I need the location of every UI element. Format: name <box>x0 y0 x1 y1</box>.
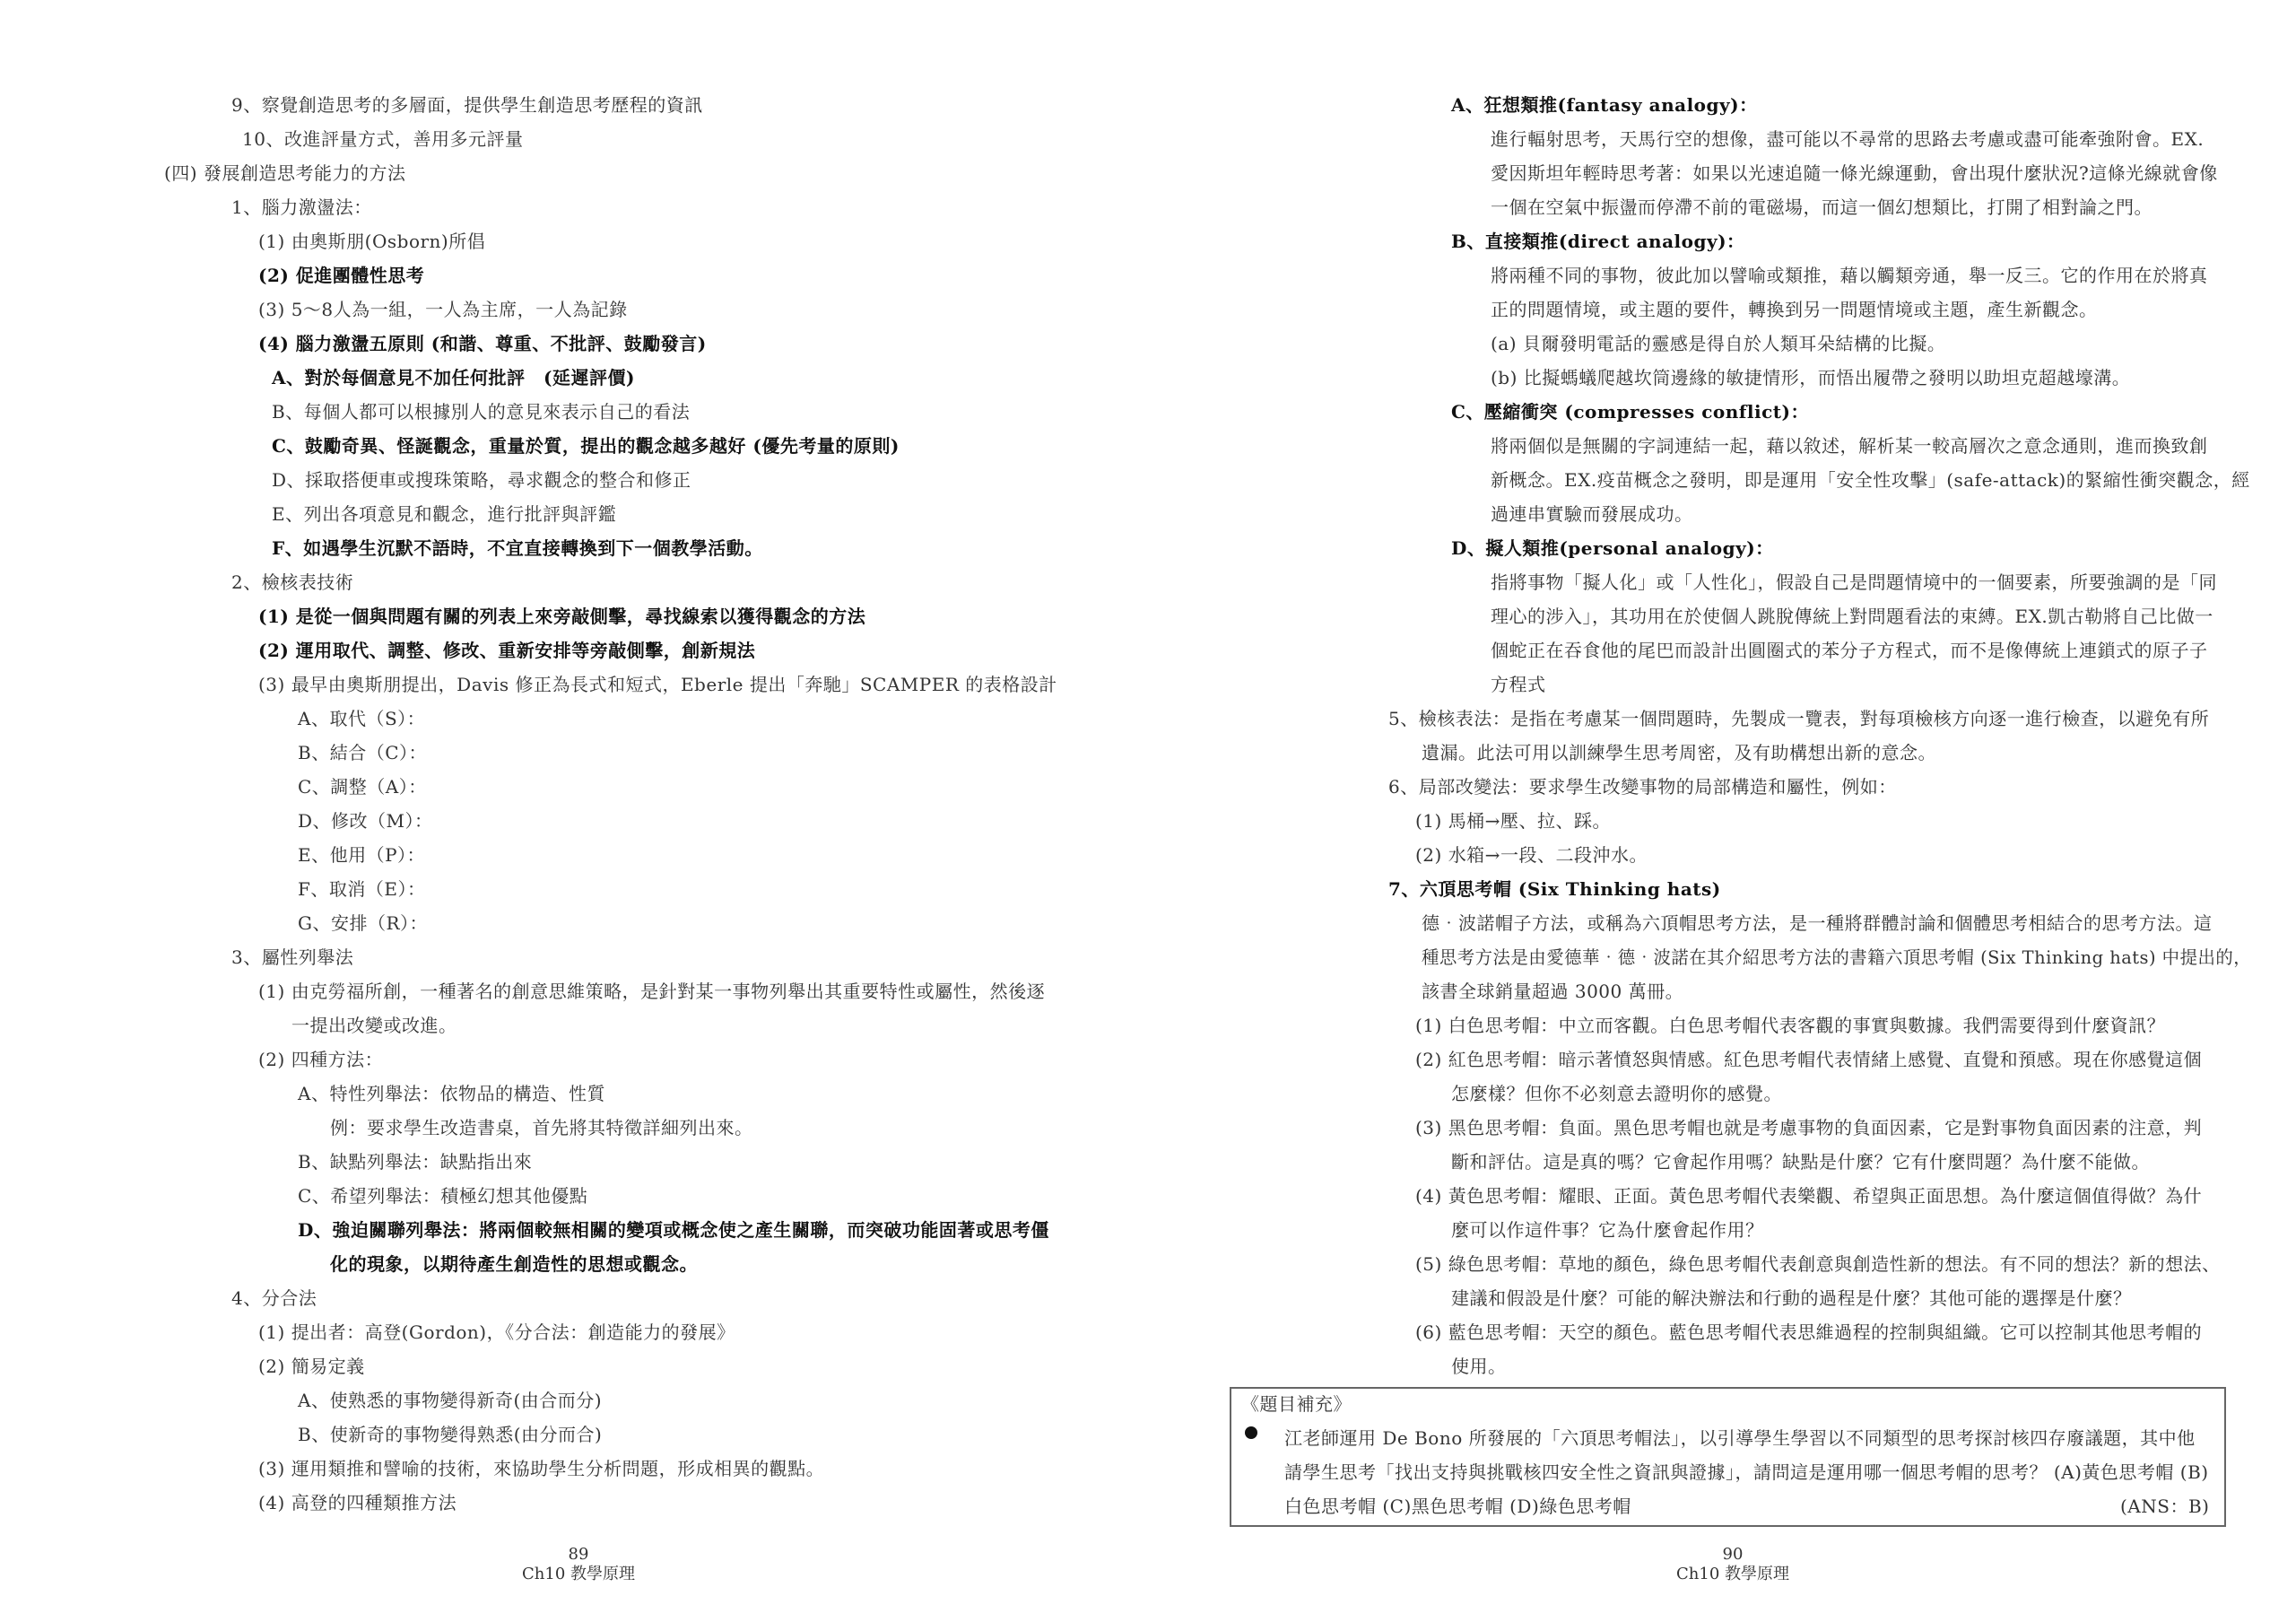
list-item: (6) 藍色思考帽：天空的顏色。藍色思考帽代表思維過程的控制與組織。它可以控制其他思考帽的 <box>1415 1321 2203 1343</box>
list-item: (3) 運用類推和譬喻的技術，來協助學生分析問題，形成相異的觀點。 <box>258 1458 825 1479</box>
list-item: 斷和評估。這是真的嗎？它會起作用嗎？缺點是什麼？它有什麼問題？為什麼不能做。 <box>1451 1151 2150 1173</box>
list-item: 4、分合法 <box>231 1287 317 1309</box>
list-item: 麼可以作這件事？它為什麼會起作用？ <box>1451 1219 1764 1241</box>
list-item: 一提出改變或改進。 <box>291 1015 457 1036</box>
list-item: 3、屬性列舉法 <box>231 946 354 968</box>
list-item: (b) 比擬螞蟻爬越坎筒邊緣的敏捷情形，而悟出履帶之發明以助坦克超越壕溝。 <box>1491 367 2131 388</box>
supplement-line: 白色思考帽 (C)黑色思考帽 (D)綠色思考帽 <box>1284 1496 1631 1517</box>
page-number: 89 <box>568 1545 589 1564</box>
list-item: 化的現象，以期待產生創造性的思想或觀念。 <box>330 1253 698 1275</box>
list-item: C、調整（A）： <box>298 776 427 798</box>
list-item: 例：要求學生改造書桌，首先將其特徵詳細列出來。 <box>330 1117 753 1138</box>
supplement-title: 《題目補充》 <box>1241 1393 1352 1415</box>
list-item: 使用。 <box>1451 1356 1507 1377</box>
list-item: 德‧波諾帽子方法，或稱為六頂帽思考方法，是一種將群體討論和個體思考相結合的思考方法。這 <box>1422 912 2213 934</box>
list-item: (2) 簡易定義 <box>258 1356 365 1377</box>
list-item: (3) 黑色思考帽：負面。黑色思考帽也就是考慮事物的負面因素，它是對事物負面因素的注意，判 <box>1415 1117 2203 1138</box>
list-item: C、壓縮衝突 (compresses conflict)： <box>1451 401 1809 423</box>
list-item: 10、改進評量方式，善用多元評量 <box>242 128 524 150</box>
list-item: G、安排（R）： <box>298 912 429 934</box>
list-item: 理心的涉入」，其功用在於使個人跳脫傳統上對問題看法的束縛。EX.凱古勒將自己比做一 <box>1491 606 2213 627</box>
section-heading: (四) 發展創造思考能力的方法 <box>164 162 406 184</box>
list-item: 愛因斯坦年輕時思考著：如果以光速追隨一條光線運動，會出現什麼狀況?這條光線就會像 <box>1491 162 2218 184</box>
list-item: 建議和假設是什麼？可能的解決辦法和行動的過程是什麼？其他可能的選擇是什麼？ <box>1451 1287 2132 1309</box>
list-item: 進行輻射思考，天馬行空的想像，盡可能以不尋常的思路去考慮或盡可能牽強附會。EX. <box>1491 128 2205 150</box>
list-item: (4) 高登的四種類推方法 <box>258 1492 457 1513</box>
supplement-line: 請學生思考「找出支持與挑戰核四安全性之資訊與證據」，請問這是運用哪一個思考帽的思考？ (A)黃色思考帽 (B) <box>1284 1461 2209 1483</box>
list-item: (1) 馬桶→壓、拉、踩。 <box>1415 810 1611 832</box>
list-item: B、缺點列舉法：缺點指出來 <box>298 1151 533 1173</box>
list-item: A、取代（S）： <box>298 708 426 729</box>
list-item: (1) 提出者：高登(Gordon)，《分合法：創造能力的發展》 <box>258 1321 735 1343</box>
chapter-label: Ch10 教學原理 <box>522 1565 635 1583</box>
list-item: (1) 由克勞福所創，一種著名的創意思維策略，是針對某一事物列舉出其重要特性或屬性，然後逐 <box>258 981 1046 1002</box>
list-item: (5) 綠色思考帽：草地的顏色，綠色思考帽代表創意與創造性新的想法。有不同的想法？新的想法、 <box>1415 1253 2221 1275</box>
list-item: 將兩種不同的事物，彼此加以譬喻或類推，藉以觸類旁通，舉一反三。它的作用在於將真 <box>1491 265 2208 286</box>
list-item: 種思考方法是由愛德華‧德‧波諾在其介紹思考方法的書籍六頂思考帽 (Six Thinking hats) 中提出的， <box>1422 946 2252 968</box>
list-item: (4) 黃色思考帽：耀眼、正面。黃色思考帽代表樂觀、希望與正面思想。為什麼這個值得做？為什 <box>1415 1185 2203 1207</box>
list-item: B、每個人都可以根據別人的意見來表示自己的看法 <box>272 401 691 423</box>
list-item: 怎麼樣？但你不必刻意去證明你的感覺。 <box>1451 1083 1782 1104</box>
list-item: 一個在空氣中振盪而停滯不前的電磁場，而這一個幻想類比，打開了相對論之門。 <box>1491 196 2152 218</box>
list-item: 個蛇正在吞食他的尾巴而設計出圓圈式的苯分子方程式，而不是像傳統上連鎖式的原子子 <box>1491 640 2208 661</box>
list-item: (2) 紅色思考帽：暗示著憤怒與情感。紅色思考帽代表情緒上感覺、直覺和預感。現在你感覺這個 <box>1415 1049 2203 1070</box>
list-item: (3) 5～8人為一組，一人為主席，一人為記錄 <box>258 299 628 320</box>
page-number: 90 <box>1722 1545 1744 1564</box>
list-item: (4) 腦力激盪五原則 (和諧、尊重、不批評、鼓勵發言) <box>258 333 707 354</box>
list-item: D、修改（M）： <box>298 810 433 832</box>
list-item: (1) 是從一個與問題有關的列表上來旁敲側擊，尋找線索以獲得觀念的方法 <box>258 606 866 627</box>
list-item: (2) 四種方法： <box>258 1049 384 1070</box>
list-item: F、如遇學生沉默不語時，不宜直接轉換到下一個教學活動。 <box>272 537 763 559</box>
list-item: D、擬人類推(personal analogy)： <box>1451 537 1774 559</box>
list-item: A、特性列舉法：依物品的構造、性質 <box>298 1083 605 1104</box>
bullet-icon <box>1245 1426 1257 1439</box>
list-item: 5、檢核表法：是指在考慮某一個問題時，先製成一覽表，對每項檢核方向逐一進行檢查，以避免有所 <box>1388 708 2210 729</box>
list-item: (2) 水箱→一段、二段沖水。 <box>1415 844 1648 866</box>
list-item: 遺漏。此法可用以訓練學生思考周密，及有助構想出新的意念。 <box>1422 742 1936 763</box>
list-item: A、狂想類推(fantasy analogy)： <box>1451 94 1758 116</box>
list-item: 方程式 <box>1491 674 1546 695</box>
list-item: (a) 貝爾發明電話的靈感是得自於人類耳朵結構的比擬。 <box>1491 333 1946 354</box>
list-item: 1、腦力激盪法： <box>231 196 372 218</box>
list-item: E、列出各項意見和觀念，進行批評與評鑑 <box>272 503 617 525</box>
list-item: D、強迫關聯列舉法：將兩個較無相關的變項或概念使之產生關聯，而突破功能固著或思考僵 <box>298 1219 1049 1241</box>
list-item: (2) 促進團體性思考 <box>258 265 425 286</box>
supplement-line: 江老師運用 De Bono 所發展的「六頂思考帽法」，以引導學生學習以不同類型的思考探討核四存廢議題，其中他 <box>1284 1427 2196 1449</box>
list-item: 9、察覺創造思考的多層面，提供學生創造思考歷程的資訊 <box>231 94 703 116</box>
list-item: B、結合（C）： <box>298 742 427 763</box>
list-item: 該書全球銷量超過 3000 萬冊。 <box>1422 981 1684 1002</box>
list-item: D、採取搭便車或搜珠策略，尋求觀念的整合和修正 <box>272 469 691 491</box>
list-item: A、對於每個意見不加任何批評 (延遲評價) <box>272 367 635 388</box>
supplement-answer: (ANS：B) <box>2120 1496 2210 1517</box>
list-item: A、使熟悉的事物變得新奇(由合而分) <box>298 1390 603 1411</box>
chapter-label: Ch10 教學原理 <box>1676 1565 1789 1583</box>
list-item: (2) 運用取代、調整、修改、重新安排等旁敲側擊，創新規法 <box>258 640 756 661</box>
list-item: (3) 最早由奧斯朋提出，Davis 修正為長式和短式，Eberle 提出「奔馳」SCAMPER 的表格設計 <box>258 674 1057 695</box>
list-item: E、他用（P）： <box>298 844 426 866</box>
list-item: 新概念。EX.疫苗概念之發明，即是運用「安全性攻擊」(safe-attack)的緊縮性衝突觀念，經 <box>1491 469 2250 491</box>
list-item: 將兩個似是無關的字詞連結一起，藉以敘述，解析某一較高層次之意念通則，進而換致創 <box>1491 435 2208 457</box>
list-item: 7、六頂思考帽 (Six Thinking hats) <box>1388 878 1721 900</box>
list-item: 2、檢核表技術 <box>231 571 354 593</box>
list-item: (1) 由奧斯朋(Osborn)所倡 <box>258 231 486 252</box>
list-item: 6、局部改變法：要求學生改變事物的局部構造和屬性，例如： <box>1388 776 1897 798</box>
list-item: F、取消（E）： <box>298 878 426 900</box>
list-item: (1) 白色思考帽：中立而客觀。白色思考帽代表客觀的事實與數據。我們需要得到什麼資訊？ <box>1415 1015 2166 1036</box>
list-item: C、鼓勵奇異、怪誕觀念，重量於質，提出的觀念越多越好 (優先考量的原則) <box>272 435 900 457</box>
list-item: 正的問題情境，或主題的要件，轉換到另一問題情境或主題，產生新觀念。 <box>1491 299 2098 320</box>
list-item: 指將事物「擬人化」或「人性化」，假設自己是問題情境中的一個要素，所要強調的是「同 <box>1491 571 2217 593</box>
list-item: 過連串實驗而發展成功。 <box>1491 503 1693 525</box>
list-item: B、使新奇的事物變得熟悉(由分而合) <box>298 1424 603 1445</box>
list-item: B、直接類推(direct analogy)： <box>1451 231 1745 252</box>
list-item: C、希望列舉法：積極幻想其他優點 <box>298 1185 588 1207</box>
